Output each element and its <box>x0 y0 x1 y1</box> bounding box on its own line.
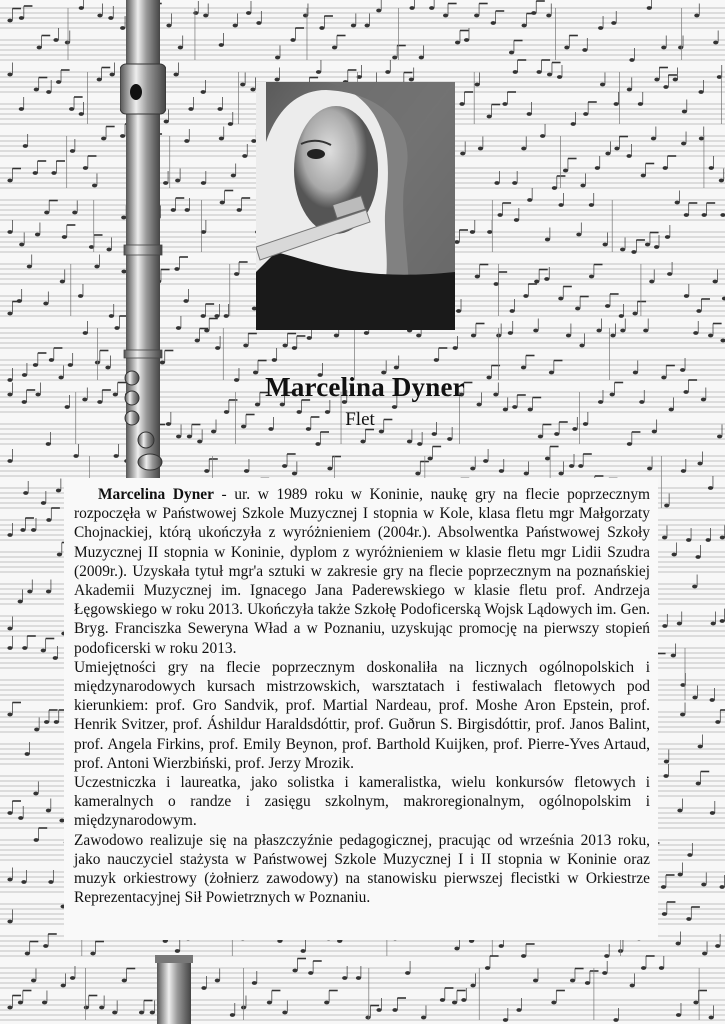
portrait-photo <box>256 82 455 330</box>
musician-name: Marcelina Dyner <box>265 372 465 402</box>
bio-lead-name: Marcelina Dyner <box>98 486 214 503</box>
flute-image-bottom <box>155 955 193 1024</box>
instrument-label: Flet <box>345 409 375 430</box>
bio-paragraph-1 <box>74 485 650 658</box>
bio-paragraph-4: Zawodowo realizuje się na płaszczyźnie pedagogicznej, pracując od września 2013 roku, jako nauczyciel stażysta w Państwowej Szkole Muzycznej I i II stopnia w Koninie oraz muzyk orkiestrowy (żołnierz zawodowy) na stanowisku pierwszej flecistki w Orkiestrze Reprezentacyjnej Sił Powietrznych w Poznaniu. <box>74 831 650 907</box>
portrait-image <box>256 82 455 330</box>
bio-paragraph-3: Uczestniczka i laureatka, jako solistka i kameralistka, wielu konkursów fletowych i kameralnych o randze i zasięgu szkolnym, makroregionalnym, ogólnopolskim i międzynarodowym. <box>74 774 650 830</box>
bio-paragraph-2: Umiejętności gry na flecie poprzecznym doskonaliła na licznych ogólnopolskich i międzynarodowych kursach mistrzowskich, warsztatach i festiwalach fletowych pod kierunkiem: prof. Gro Sandvik, prof. Martial Nardeau, prof. Moshe Aron Epstein, prof. Henrik Svitzer, prof. Áshildur Haraldsdóttir, prof. Guðrun S. Birgisdóttir, prof. Janos Balint, prof. Angela Firkins, prof. Emily Beynon, prof. Barthold Kuijken, prof. Pierre-Yves Artaud, prof. Antoni Wierzbiński, prof. Jerzy Mrozik. <box>74 658 650 772</box>
biography-text <box>74 485 650 907</box>
flute-image-top <box>120 0 166 478</box>
bio-paragraph-1-text: - ur. w 1989 roku w Koninie, naukę gry na flecie poprzecznym rozpoczęła w Państwowej Szkole Muzycznej I stopnia w Kole, klasa fletu mgr Małgorzaty Chojnackiej, którą ukończyła z wyróżnieniem (2004r.). Absolwentka Państwowej Szkoły Muzycznej II stopnia w Koninie, dyplom z wyróżnieniem w klasie fletu mgr Lidii Szudra (2009r.). Uzyskała tytuł mgr'a sztuki w zakresie gry na flecie poprzecznym na poznańskiej Akademii Muzycznej im. Ignacego Jana Paderewskiego w klasie fletu prof. Andrzeja Łęgowskiego w roku 2013. Ukończyła także Szkołę Podoficerską Wojsk Lądowych im. Gen. Bryg. Franciszka Seweryna Wład a w Poznaniu, uzyskując promocję na pierwszy stopień podoficerski w roku 2013. <box>74 486 650 657</box>
